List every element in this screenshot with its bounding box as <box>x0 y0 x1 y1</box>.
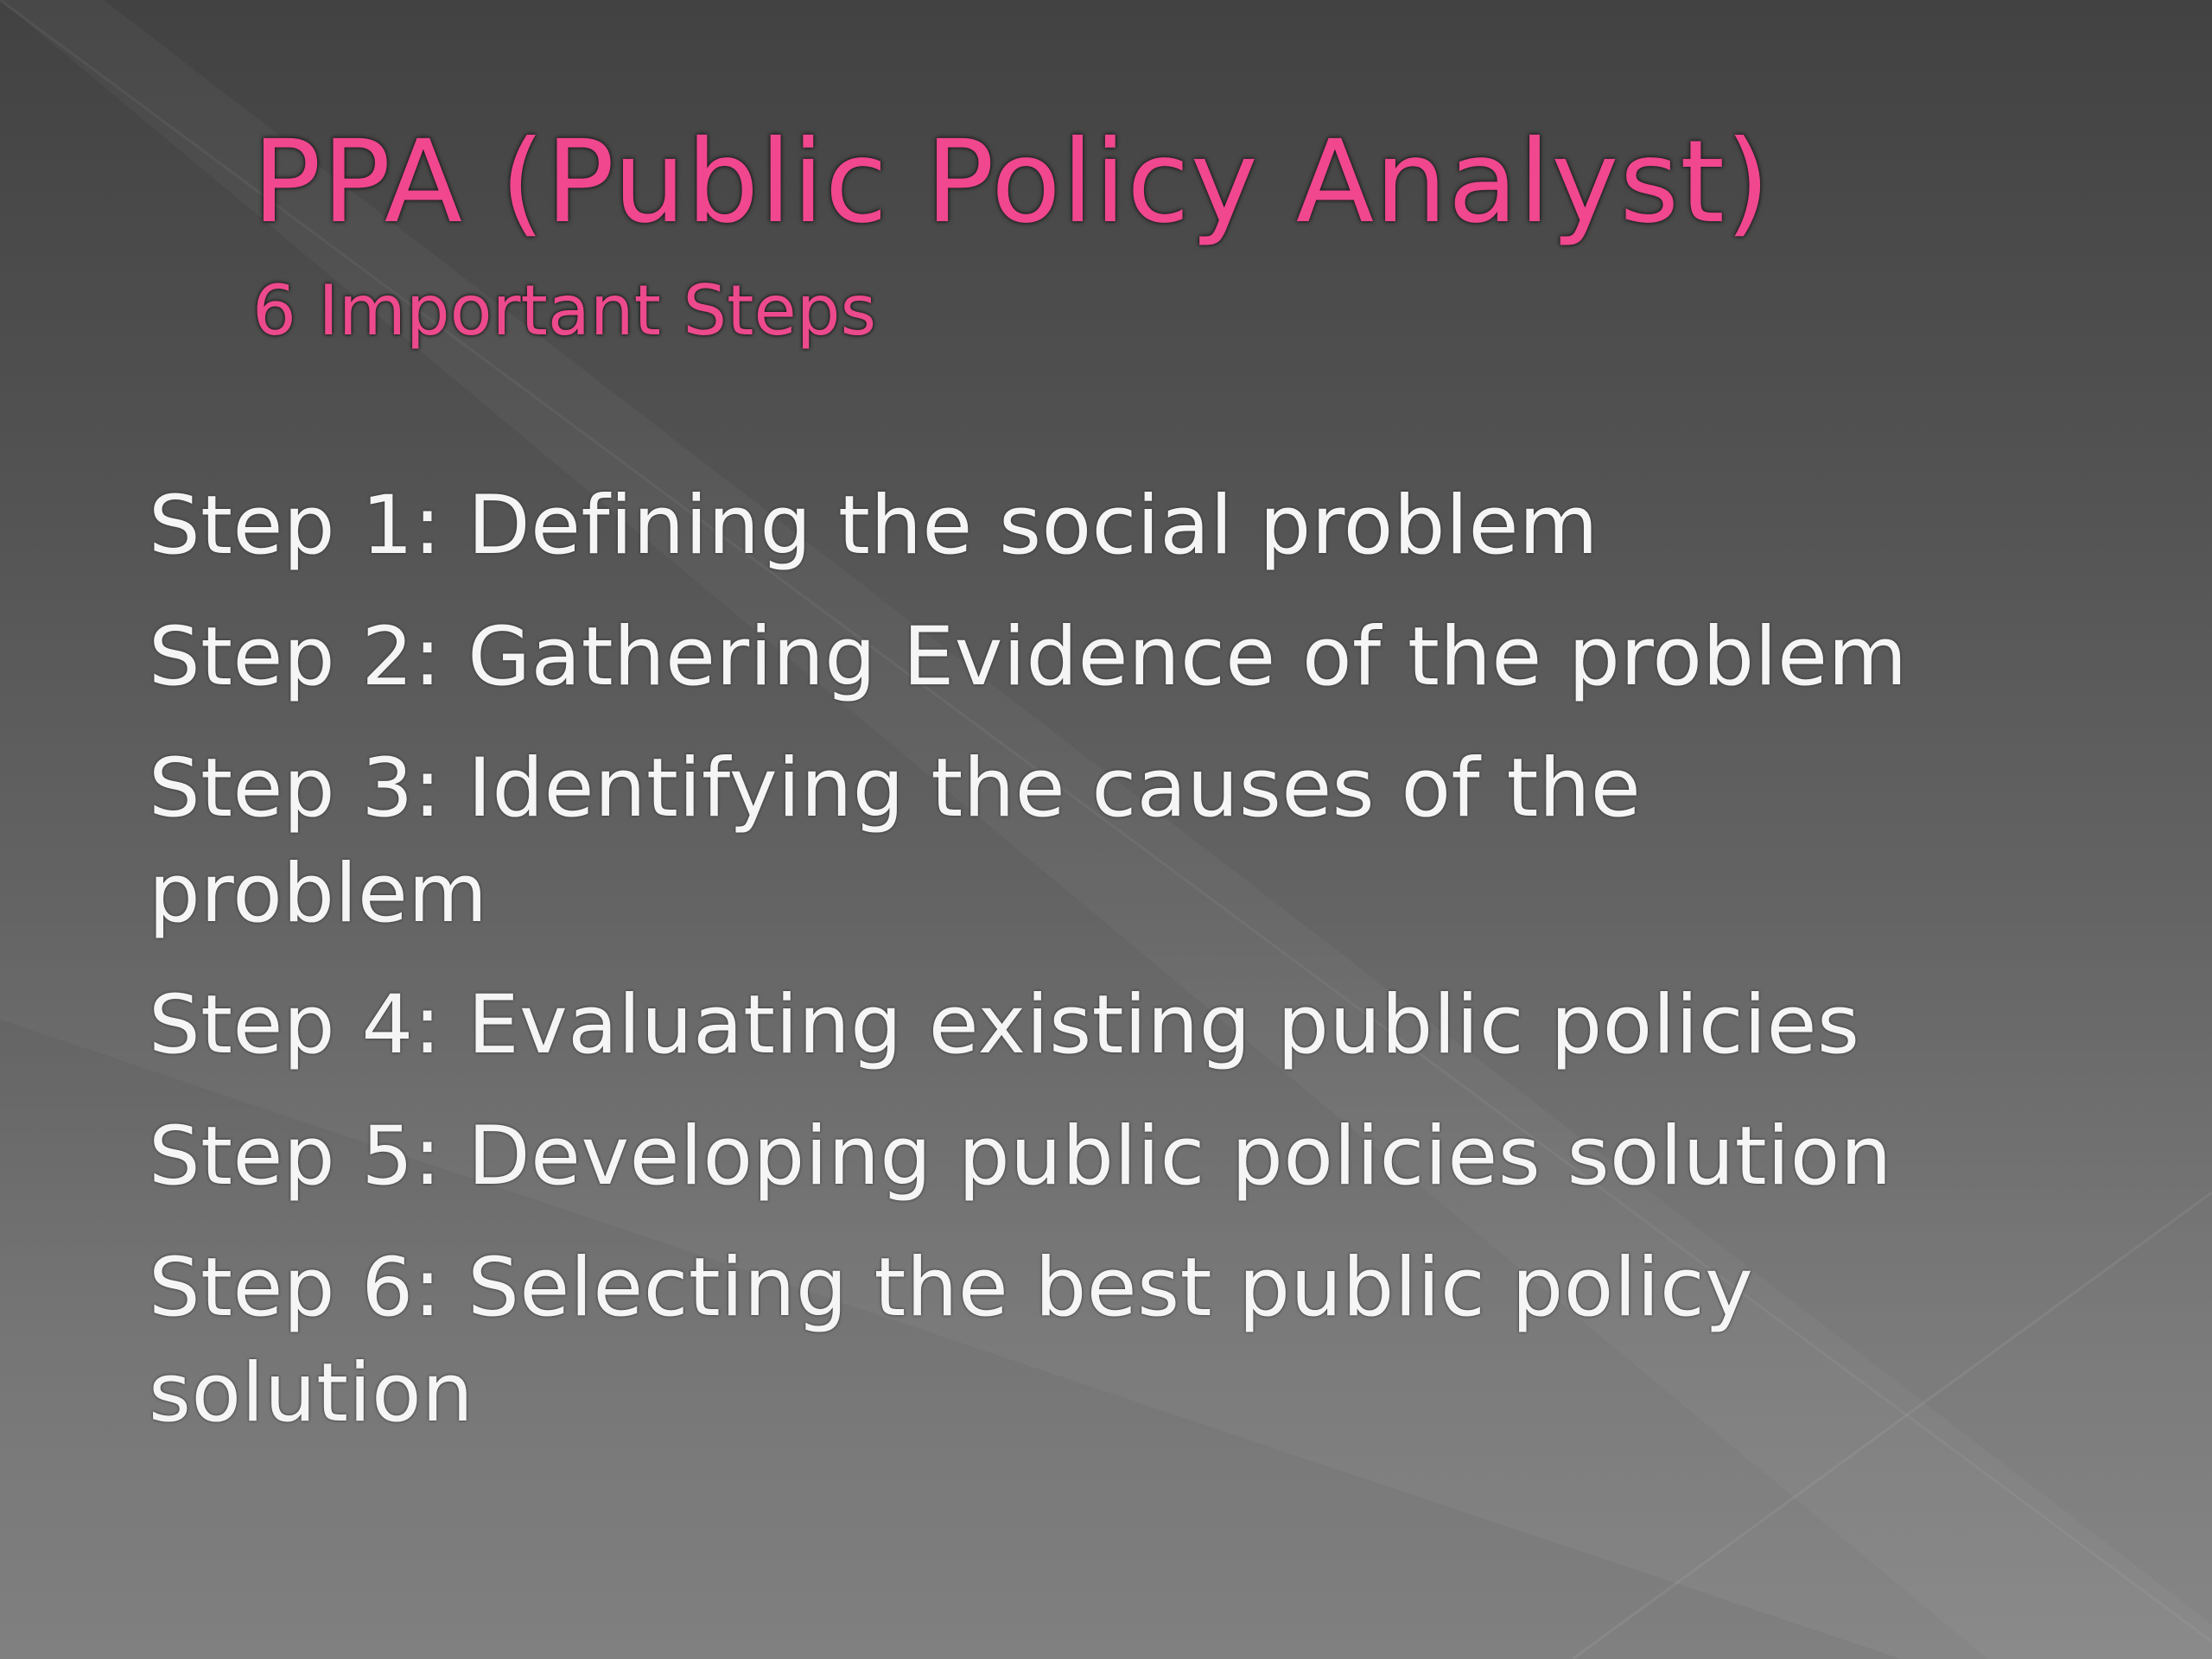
slide-subtitle: 6 Important Steps <box>252 270 877 351</box>
step-text: Step 6: Selecting the best public policy <box>149 1241 1754 1335</box>
step-text-continuation: problem <box>149 847 488 941</box>
step-text: Step 4: Evaluating existing public policies <box>149 978 1860 1072</box>
step-text: Step 3: Identifying the causes of the <box>149 741 1642 836</box>
slide-title: PPA (Public Policy Analyst) <box>252 116 1771 249</box>
step-item <box>149 736 2136 947</box>
step-item <box>149 1104 2136 1210</box>
step-item <box>149 474 2136 579</box>
step-text: Step 5: Developing public policies solution <box>149 1109 1892 1204</box>
steps-list <box>149 474 2136 1472</box>
step-text: Step 1: Defining the social problem <box>149 479 1599 573</box>
step-text-continuation: solution <box>149 1346 474 1440</box>
step-item <box>149 605 2136 710</box>
step-item <box>149 973 2136 1078</box>
step-text: Step 2: Gathering Evidence of the problem <box>149 610 1908 704</box>
step-item <box>149 1236 2136 1446</box>
